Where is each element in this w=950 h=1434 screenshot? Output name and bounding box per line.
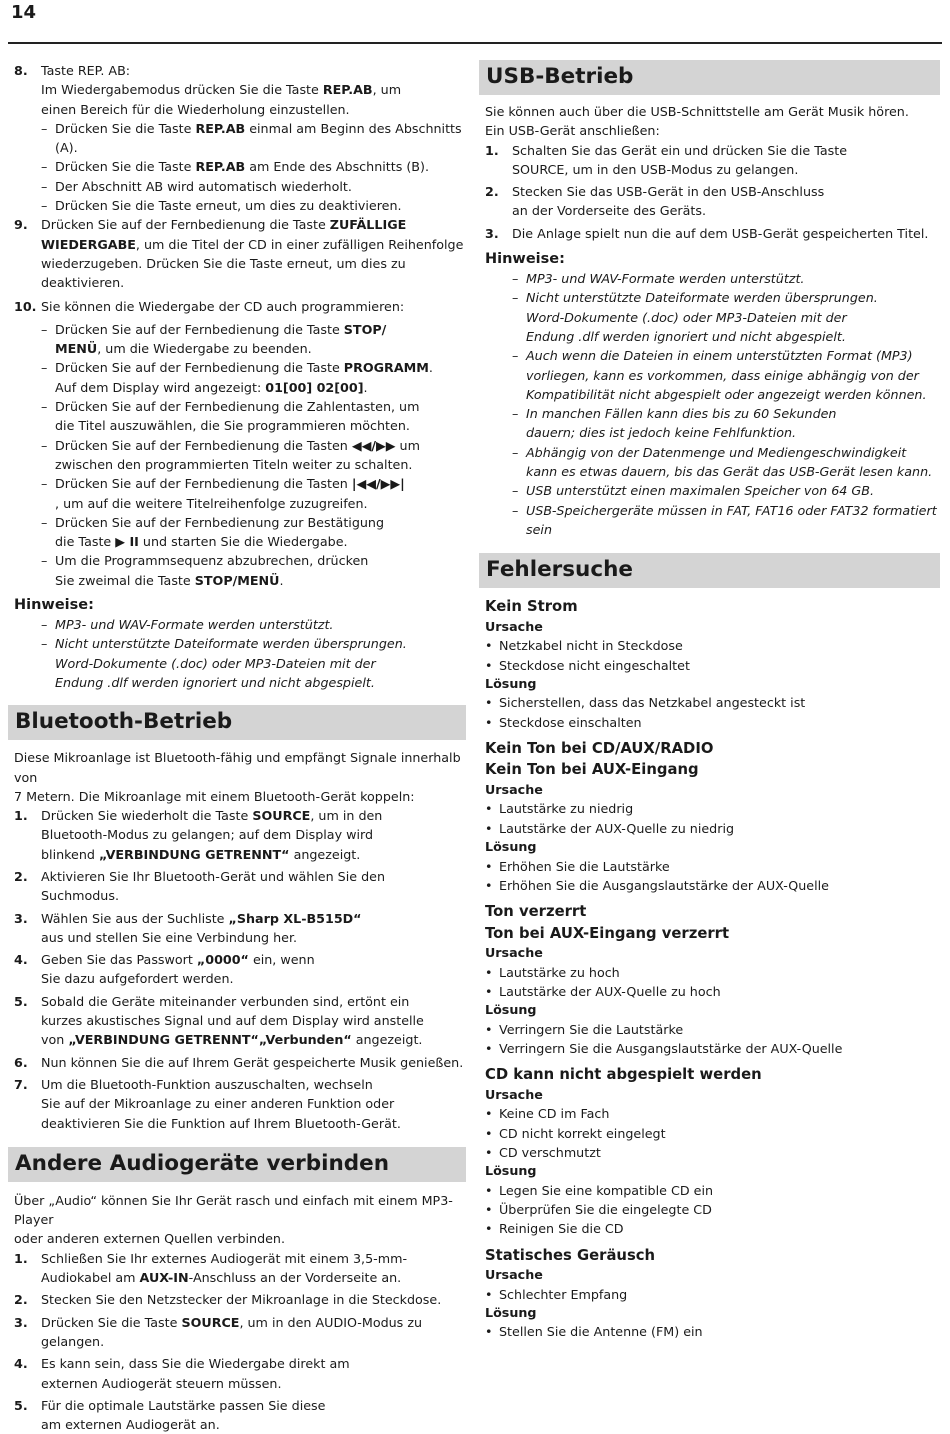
cause-item: • Lautstärke der AUX-Quelle zu hoch — [485, 983, 721, 999]
dash-item: – Drücken Sie auf der Fernbedienung die Tasten ◀◀/▶▶ um zwischen den programmierten Titeln weiter zu schalten. — [41, 437, 420, 472]
audio-step-2: 2. Stecken Sie den Netzstecker der Mikroanlage in die Steckdose. — [14, 1292, 442, 1308]
item-number: 10. — [14, 298, 37, 314]
problem-heading: Kein Ton bei AUX-Eingang — [485, 761, 699, 779]
notes-list — [14, 615, 466, 692]
item-number: 8. — [14, 63, 28, 78]
skip-prev-next-icon: |◀◀/▶▶| — [351, 476, 405, 492]
solution-item: • Verringern Sie die Lautstärke — [485, 1021, 684, 1037]
cause-item: • CD verschmutzt — [485, 1144, 601, 1160]
audio-step-1: 1. Schließen Sie Ihr externes Audiogerät mit einem 3,5-mm- Audiokabel am AUX-IN-Anschluss an der Vorderseite an. — [14, 1250, 408, 1286]
section-heading-usb: USB-Betrieb — [479, 60, 940, 95]
bt-step-1: 1. Drücken Sie wiederholt die Taste SOURCE, um in den Bluetooth-Modus zu gelangen; auf dem Display wird blinkend „VERBINDUNG GETRENNT“ angezeigt. — [14, 808, 383, 862]
item-8-title: Taste REP. AB: — [41, 63, 131, 78]
note-item: – In manchen Fällen kann dies bis zu 60 Sekunden dauern; dies ist jedoch keine Fehlfunktion. — [512, 406, 837, 441]
solution-label: Lösung — [485, 1002, 537, 1018]
cause-label: Ursache — [485, 618, 543, 634]
cause-item: • Lautstärke zu niedrig — [485, 801, 634, 817]
note-item: – MP3- und WAV-Formate werden unterstützt. — [512, 271, 805, 287]
bt-step-3: 3. Wählen Sie aus der Suchliste „Sharp XL-B515D“ aus und stellen Sie eine Verbindung her. — [14, 910, 362, 945]
solution-item: • Legen Sie eine kompatible CD ein — [485, 1182, 714, 1198]
cause-label: Ursache — [485, 945, 543, 961]
play-pause-icon: ▶ II — [115, 534, 139, 550]
solution-item: • Verringern Sie die Ausgangslautstärke der AUX-Quelle — [485, 1041, 843, 1056]
section-heading-bluetooth: Bluetooth-Betrieb — [8, 705, 466, 740]
problem-heading: CD kann nicht abgespielt werden — [485, 1066, 762, 1084]
cause-item: • Steckdose nicht eingeschaltet — [485, 657, 690, 673]
solution-item: • Überprüfen Sie die eingelegte CD — [485, 1201, 712, 1217]
cause-item: • Lautstärke der AUX-Quelle zu niedrig — [485, 820, 735, 836]
problem-heading: Ton verzerrt — [485, 903, 587, 921]
cause-label: Ursache — [485, 781, 543, 797]
page-number: 14 — [11, 2, 37, 23]
bt-step-4: 4. Geben Sie das Passwort „0000“ ein, wenn Sie dazu aufgefordert werden. — [14, 952, 315, 987]
solution-item: • Erhöhen Sie die Ausgangslautstärke der AUX-Quelle — [485, 877, 829, 893]
problem-heading: Kein Ton bei CD/AUX/RADIO — [485, 739, 714, 757]
solution-item: • Reinigen Sie die CD — [485, 1221, 624, 1237]
solution-label: Lösung — [485, 1163, 537, 1179]
problem-heading: Kein Strom — [485, 598, 578, 616]
bt-step-6: 6. Nun können Sie die auf Ihrem Gerät gespeicherte Musik genießen. — [14, 1054, 464, 1070]
usb-step-2: 2. Stecken Sie das USB-Gerät in den USB-Anschluss an der Vorderseite des Geräts. — [485, 184, 825, 219]
note-item: – Auch wenn die Dateien in einem unterstützten Format (MP3) vorliegen, kann es vorkommen, dass einige abhängig von der Kompatibilität nicht abgespielt oder angezeigt werden können. — [512, 348, 927, 402]
cause-item: • CD nicht korrekt eingelegt — [485, 1125, 666, 1141]
bt-step-2: 2. Aktivieren Sie Ihr Bluetooth-Gerät und wählen Sie den Suchmodus. — [14, 868, 385, 904]
problem-heading: Ton bei AUX-Eingang verzerrt — [485, 924, 730, 942]
audio-step-4: 4. Es kann sein, dass Sie die Wiedergabe direkt am externen Audiogerät steuern müssen. — [14, 1356, 350, 1391]
note-item: – Nicht unterstützte Dateiformate werden übersprungen. Word-Dokumente (.doc) oder MP3-Dateien mit der Endung .dlf werden ignoriert und nicht abgespielt. — [512, 290, 878, 344]
dash-item: – Drücken Sie auf der Fernbedienung zur Bestätigung die Taste ▶ II und starten Sie die Wiedergabe. — [41, 514, 385, 550]
bt-step-5: 5. Sobald die Geräte miteinander verbunden sind, ertönt ein kurzes akustisches Signal und auf dem Display wird anstelle von „VERBINDUNG GETRENNT“„Verbunden“ angezeigt. — [14, 993, 424, 1048]
cause-item: • Schlechter Empfang — [485, 1286, 628, 1302]
audio-step-3: 3. Drücken Sie die Taste SOURCE, um in den AUDIO-Modus zu gelangen. — [14, 1314, 423, 1349]
cause-label: Ursache — [485, 1267, 543, 1283]
section-heading-audio: Andere Audiogeräte verbinden — [8, 1147, 466, 1182]
solution-item: • Erhöhen Sie die Lautstärke — [485, 858, 670, 874]
item-number: 9. — [14, 217, 28, 233]
dash-item: – Drücken Sie auf der Fernbedienung die Taste PROGRAMM. Auf dem Display wird angezeigt: 01[00] 02[00]. — [41, 360, 433, 395]
usb-step-3: 3. Die Anlage spielt nun die auf dem USB-Gerät gespeicherten Titel. — [485, 225, 929, 241]
dash-item: – Drücken Sie auf der Fernbedienung die Zahlentasten, um die Titel auszuwählen, die Sie programmieren möchten. — [41, 399, 420, 434]
solution-item: • Steckdose einschalten — [485, 714, 642, 730]
item-8-intro-2: einen Bereich für die Wiederholung einzustellen. — [41, 101, 350, 117]
header-rule — [8, 42, 942, 44]
dash-item: – Der Abschnitt AB wird automatisch wiederholt. — [41, 178, 352, 194]
cause-item: • Keine CD im Fach — [485, 1106, 610, 1122]
solution-item: • Sicherstellen, dass das Netzkabel angesteckt ist — [485, 695, 806, 711]
dash-item: – Drücken Sie die Taste erneut, um dies zu deaktivieren. — [41, 198, 402, 214]
right-column: USB-Betrieb Sie können auch über die USB-Schnittstelle am Gerät Musik hören. Ein USB-Gerät anschließen: 1. Schalten Sie das Gerät ein und drücken Sie die Taste SOURCE, um in den USB-Modus zu gelangen. 2. Stecken Sie das USB-Gerät in den USB-Anschluss an der Vorderseite des Geräts. 3. Die Anlage spielt nun die auf dem USB-Gerät gespeicherten Titel. Hinweise: – MP3- und WAV-Formate werden unterstützt. – Nicht unterstützte Dateiformate werden übersprungen. Word-Dokumente (.doc) oder MP3-Dateien mit der Endung .dlf werden ignoriert und nicht abgespielt. – Auch wenn die Dateien in einem unterstützten Format (MP3) vorliegen, kann es vorkommen, dass einige abhängig von der Kompatibilität nicht abgespielt oder angezeigt werden können. – In manchen Fällen kann dies bis zu 60 Sekunden dauern; dies ist jedoch keine Fehlfunktion. – Abhängig von der Datenmenge und Mediengeschwindigkeit kann es etwas dauern, bis das Gerät das USB-Gerät lesen kann. – USB unterstützt einen maximalen Speicher von 64 GB. – USB-Speichergeräte müssen in FAT, FAT16 oder FAT32 formatiert sein Fehlersuche Kein Strom Ursache • Netzkabel nicht in Steckdose • Steckdose nicht eingeschaltet Lösung • Sicherstellen, dass das Netzkabel angesteckt ist • Steckdose einschalten Kein Ton bei CD/AUX/RADIO Kein Ton bei AUX-Eingang Ursache • Lautstärke zu niedrig • Lautstärke der AUX-Quelle zu niedrig Lösung • Erhöhen Sie die Lautstärke • Erhöhen Sie die Ausgangslautstärke der AUX-Quelle Ton verzerrt Ton bei AUX-Eingang verzerrt Ursache • Lautstärke zu hoch • Lautstärke der AUX-Quelle zu hoch Lösung • Verringern Sie die Lautstärke • Verringern Sie die Ausgangslautstärke der AUX-Quelle CD kann nicht abgespielt werden Ursache • Keine CD im Fach • CD nicht korrekt eingelegt • CD verschmutzt Lösung • Legen Sie eine kompatible CD ein • Überprüfen Sie die eingelegte CD • Reinigen Sie die CD Statisches Geräusch Ursache • Schlechter Empfang Lösung • Stellen Sie die Antenne (FM) ein — [485, 60, 940, 1342]
note-item: – USB-Speichergeräte müssen in FAT, FAT16 oder FAT32 formatiert sein — [512, 502, 937, 537]
solution-item: • Stellen Sie die Antenne (FM) ein — [485, 1324, 703, 1340]
dash-item: – Um die Programmsequenz abzubrechen, drücken Sie zweimal die Taste STOP/MENÜ. — [41, 553, 369, 588]
dash-item: – Drücken Sie auf der Fernbedienung die Tasten |◀◀/▶▶| , um auf die weitere Titelreihenfolge zuzugreifen. — [41, 476, 405, 511]
cause-item: • Lautstärke zu hoch — [485, 964, 620, 980]
cause-label: Ursache — [485, 1086, 543, 1102]
list-item-8 — [14, 61, 466, 215]
list-item-10: 10. Sie können die Wiedergabe der CD auch programmieren: – Drücken Sie auf der Fernbedienung die Taste STOP/ MENÜ, um die Wiedergabe zu beenden. – Drücken Sie auf der Fernbedienung die Taste PROGRAMM. Auf dem Display wird angezeigt: 01[00] 02[00]. – Drücken Sie auf der Fernbedienung die Zahlentasten, um die Titel auszuwählen, die Sie programmieren möchten. – Drücken Sie auf der Fernbedienung die Tasten ◀◀/▶▶ um zwischen den programmierten Titeln weiter zu schalten. – Drücken Sie auf der Fernbedienung die Tasten |◀◀/▶▶| , um auf die weitere Titelreihenfolge zuzugreifen. – Drücken Sie auf der Fernbedienung zur Bestätigung die Taste ▶ II und starten Sie die Wiedergabe. – Um die Programmsequenz abzubrechen, drücken Sie zweimal die Taste STOP/MENÜ. — [14, 297, 466, 590]
dash-item: – Drücken Sie die Taste REP.AB am Ende des Abschnitts (B). — [41, 159, 429, 175]
note-item: – Abhängig von der Datenmenge und Mediengeschwindigkeit kann es etwas dauern, bis das Gerät das USB-Gerät lesen kann. — [512, 444, 933, 480]
solution-label: Lösung — [485, 1304, 537, 1320]
solution-label: Lösung — [485, 675, 537, 691]
notes-heading: Hinweise: — [485, 251, 565, 268]
dash-item: – Drücken Sie die Taste REP.AB einmal am Beginn des Abschnitts (A). — [41, 120, 462, 156]
bt-step-7: 7. Um die Bluetooth-Funktion auszuschalten, wechseln Sie auf der Mikroanlage zu einer anderen Funktion oder deaktivieren Sie die Funktion auf Ihrem Bluetooth-Gerät. — [14, 1076, 401, 1131]
rewind-forward-icon: ◀◀/▶▶ — [351, 437, 396, 453]
note-item: – USB unterstützt einen maximalen Speicher von 64 GB. — [512, 483, 874, 499]
list-item-9: 9. Drücken Sie auf der Fernbedienung die Taste ZUFÄLLIGE WIEDERGABE, um die Titel der CD in einer zufälligen Reihenfolge wiederzugeben. Drücken Sie die Taste erneut, um dies zu deaktivieren. — [14, 215, 466, 292]
note-item: – MP3- und WAV-Formate werden unterstützt. — [41, 617, 334, 633]
dash-item: – Drücken Sie auf der Fernbedienung die Taste STOP/ MENÜ, um die Wiedergabe zu beenden. — [41, 321, 387, 357]
problem-heading: Statisches Geräusch — [485, 1246, 656, 1264]
note-item: – Nicht unterstützte Dateiformate werden übersprungen. Word-Dokumente (.doc) oder MP3-Dateien mit der Endung .dlf werden ignoriert und nicht abgespielt. — [41, 636, 407, 690]
solution-label: Lösung — [485, 839, 537, 855]
left-column: 8. Taste REP. AB: Im Wiedergabemodus drücken Sie die Taste REP.AB, um einen Bereich für die Wiederholung einzustellen. – Drücken Sie die Taste REP.AB einmal am Beginn des Abschnitts (A). – Drücken Sie die Taste REP.AB am Ende des Abschnitts (B). – Der Abschnitt AB wird automatisch wiederholt. – Drücken Sie die Taste erneut, um dies zu deaktivieren. 9. Drücken Sie auf der Fernbedienung die Taste ZUFÄLLIGE WIEDERGABE, um die Titel der CD in einer zufälligen Reihenfolge wiederzugeben. Drücken Sie die Taste erneut, um dies zu deaktivieren. 10. Sie können die Wiedergabe der CD auch programmieren: – Drücken Sie auf der Fernbedienung die Taste STOP/ MENÜ, um die Wiedergabe zu beenden. – Drücken Sie auf der Fernbedienung die Taste PROGRAMM. Auf dem Display wird angezeigt: 01[00] 02[00]. – Drücken Sie auf der Fernbedienung die Zahlentasten, um die Titel auszuwählen, die Sie programmieren möchten. – Drücken Sie auf der Fernbedienung die Tasten ◀◀/▶▶ um zwischen den programmierten Titeln weiter zu schalten. – Drücken Sie auf der Fernbedienung die Tasten |◀◀/▶▶| , um auf die weitere Titelreihenfolge zuzugreifen. – Drücken Sie auf der Fernbedienung zur Bestätigung die Taste ▶ II und starten Sie die Wiedergabe. – Um die Programmsequenz abzubrechen, drücken Sie zweimal die Taste STOP/MENÜ. Hinweise: – MP3- und WAV-Formate werden unterstützt. – Nicht unterstützte Dateiformate werden übersprungen. Word-Dokumente (.doc) oder MP3-Dateien mit der Endung .dlf werden ignoriert und nicht abgespielt. Bluetooth-Betrieb Diese Mikroanlage ist Bluetooth-fähig und empfängt Signale innerhalb von 7 Metern. Die Mikroanlage mit einem Bluetooth-Gerät koppeln: 1. Drücken Sie wiederholt die Taste SOURCE, um in den Bluetooth-Modus zu gelangen; auf dem Display wird blinkend „VERBINDUNG GETRENNT“ angezeigt. 2. Aktivieren Sie Ihr Bluetooth-Gerät und wählen Sie den Suchmodus. 3. Wählen Sie aus der Suchliste „Sharp XL-B515D“ aus und stellen Sie eine Verbindung her. 4. Geben Sie das Passwort „0000“ ein, wenn Sie dazu aufgefordert werden. 5. Sobald die Geräte miteinander verbunden sind, ertönt ein kurzes akustisches Signal und auf dem Display wird anstelle von „VERBINDUNG GETRENNT“„Verbunden“ angezeigt. 6. Nun können Sie die auf Ihrem Gerät gespeicherte Musik genießen. 7. Um die Bluetooth-Funktion auszuschalten, wechseln Sie auf der Mikroanlage zu einer anderen Funktion oder deaktivieren Sie die Funktion auf Ihrem Bluetooth-Gerät. Andere Audiogeräte verbinden Über „Audio“ können Sie Ihr Gerät rasch und einfach mit einem MP3-Player oder anderen externen Quellen verbinden. 1. Schließen Sie Ihr externes Audiogerät mit einem 3,5-mm- Audiokabel am AUX-IN-Anschluss an der Vorderseite an. 2. Stecken Sie den Netzstecker der Mikroanlage in die Steckdose. 3. Drücken Sie die Taste SOURCE, um in den AUDIO-Modus zu gelangen. 4. Es kann sein, dass Sie die Wiedergabe direkt am externen Audiogerät steuern müssen. 5. Für die optimale Lautstärke passen Sie diese am externen Audiogerät an. — [14, 60, 466, 1434]
cause-item: • Netzkabel nicht in Steckdose — [485, 638, 683, 654]
item-8-intro: Im Wiedergabemodus drücken Sie die Taste REP.AB, um — [41, 82, 402, 98]
section-heading-troubleshooting: Fehlersuche — [479, 553, 940, 588]
audio-step-5: 5. Für die optimale Lautstärke passen Sie diese am externen Audiogerät an. — [14, 1397, 326, 1433]
usb-notes-list — [485, 269, 940, 539]
notes-heading: Hinweise: — [14, 597, 94, 614]
usb-step-1: 1. Schalten Sie das Gerät ein und drücken Sie die Taste SOURCE, um in den USB-Modus zu gelangen. — [485, 142, 848, 177]
